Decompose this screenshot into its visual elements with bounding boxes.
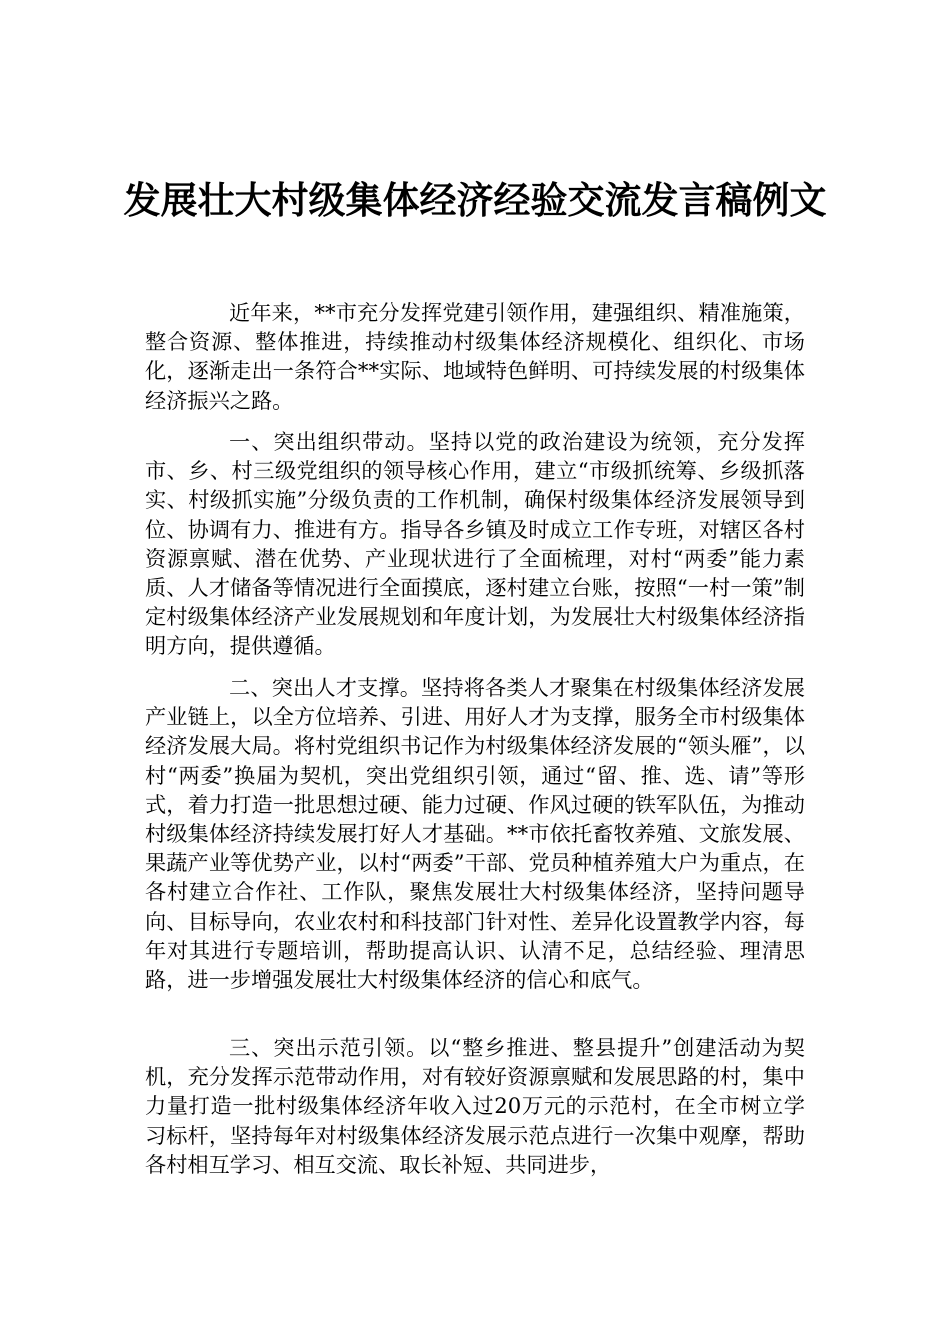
paragraph-intro: 近年来，**市充分发挥党建引领作用，建强组织、精准施策，整合资源、整体推进，持续推动村级集体经济规模化、组织化、市场化，逐渐走出一条符合**实际、地域特色鲜明、可持续发展的村级集体经济振兴之路。 (145, 300, 805, 413)
document-title: 发展壮大村级集体经济经验交流发言稿例文 (123, 179, 827, 222)
paragraph-demonstration: 三、突出示范引领。以“整乡推进、整县提升”创建活动为契机，充分发挥示范带动作用，对有较好资源禀赋和发展思路的村，集中力量打造一批村级集体经济年收入过20万元的示范村，在全市树立学习标杆，坚持每年对村级集体经济发展示范点进行一次集中观摩，帮助各村相互学习、相互交流、取长补短、共同进步， (145, 1035, 805, 1177)
paragraph-talent: 二、突出人才支撑。坚持将各类人才聚集在村级集体经济发展产业链上，以全方位培养、引进、用好人才为支撑，服务全市村级集体经济发展大局。将村党组织书记作为村级集体经济发展的“领头雁”，以村“两委”换届为契机，突出党组织引领，通过“留、推、选、请”等形式，着力打造一批思想过硬、能力过硬、作风过硬的铁军队伍，为推动村级集体经济持续发展打好人才基础。**市依托畜牧养殖、文旅发展、果蔬产业等优势产业，以村“两委”干部、党员种植养殖大户为重点，在各村建立合作社、工作队，聚焦发展壮大村级集体经济，坚持问题导向、目标导向，农业农村和科技部门针对性、差异化设置教学内容，每年对其进行专题培训，帮助提高认识、认清不足，总结经验、理清思路，进一步增强发展壮大村级集体经济的信心和底气。 (145, 675, 805, 993)
paragraph-organization: 一、突出组织带动。坚持以党的政治建设为统领，充分发挥市、乡、村三级党组织的领导核心作用，建立“市级抓统筹、乡级抓落实、村级抓实施”分级负责的工作机制，确保村级集体经济发展领导到位、协调有力、推进有方。指导各乡镇及时成立工作专班，对辖区各村资源禀赋、潜在优势、产业现状进行了全面梳理，对村“两委”能力素质、人才储备等情况进行全面摸底，逐村建立台账，按照“一村一策”制定村级集体经济产业发展规划和年度计划，为发展壮大村级集体经济指明方向，提供遵循。 (145, 429, 805, 659)
